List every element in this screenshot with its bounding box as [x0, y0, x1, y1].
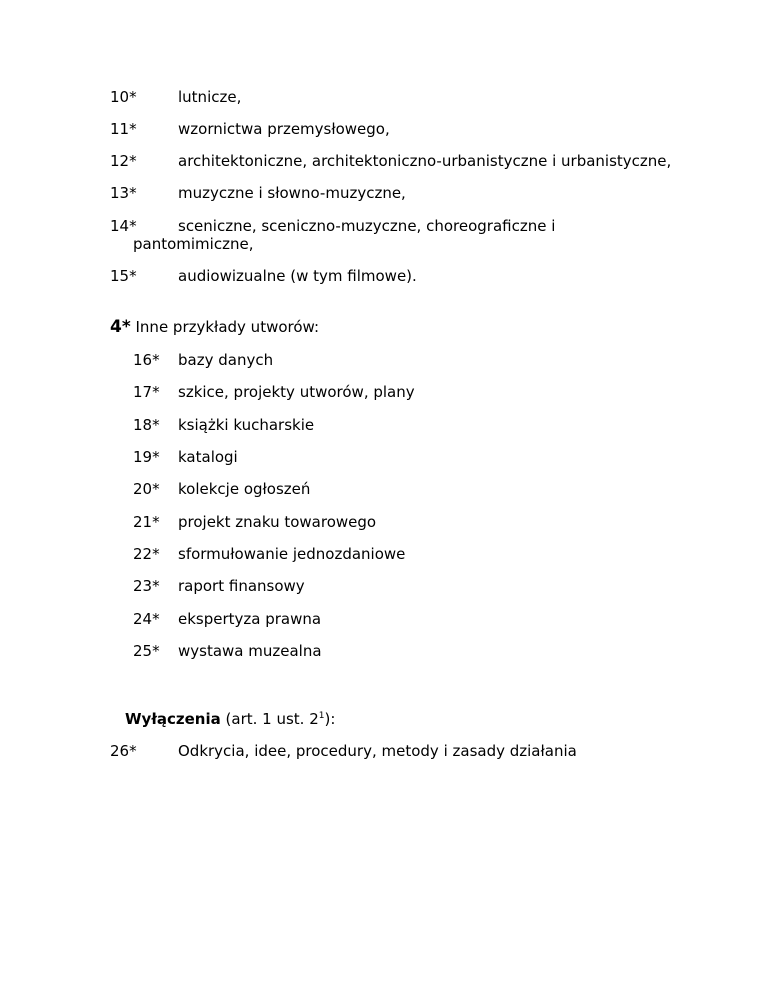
item-text: architektoniczne, architektoniczno-urbanistyczne i urbanistyczne,: [178, 152, 672, 170]
list-item-18: [0, 415, 760, 435]
section-title: Inne przykłady utworów:: [135, 318, 320, 336]
item-number: 16*: [133, 351, 160, 369]
item-number: 15*: [110, 267, 137, 285]
item-text: kolekcje ogłoszeń: [178, 480, 311, 498]
item-number: 21*: [133, 513, 160, 531]
item-text-continuation: pantomimiczne,: [133, 235, 254, 253]
item-number: 20*: [133, 480, 160, 498]
item-text: projekt znaku towarowego: [178, 513, 377, 531]
exclusions-heading: [0, 709, 760, 729]
item-number: 19*: [133, 448, 160, 466]
item-number: 13*: [110, 184, 137, 202]
list-item-20: [0, 479, 760, 499]
item-text: lutnicze,: [178, 88, 242, 106]
item-text: bazy danych: [178, 351, 274, 369]
list-item-25: [0, 641, 760, 661]
exclusions-text: [125, 709, 335, 729]
exclusions-ref-end: ):: [324, 710, 336, 728]
exclusions-ref-superscript: 1: [318, 711, 325, 721]
list-item-11: [0, 119, 760, 139]
item-text: wystawa muzealna: [178, 642, 322, 660]
item-text: sformułowanie jednozdaniowe: [178, 545, 406, 563]
list-item-14: [0, 216, 760, 253]
exclusions-ref: (art. 1 ust. 2: [225, 710, 319, 728]
list-item-17: [0, 382, 760, 402]
list-item-13: [0, 183, 760, 203]
list-item-26: [0, 741, 760, 761]
item-number: 24*: [133, 610, 160, 628]
section-4-heading: [0, 317, 760, 337]
item-number: 10*: [110, 88, 137, 106]
item-text: szkice, projekty utworów, plany: [178, 383, 415, 401]
item-number: 11*: [110, 120, 137, 138]
item-number: 25*: [133, 642, 160, 660]
item-text: Odkrycia, idee, procedury, metody i zasady działania: [178, 742, 577, 760]
list-item-19: [0, 447, 760, 467]
item-number: 18*: [133, 416, 160, 434]
item-number: 12*: [110, 152, 137, 170]
item-text: książki kucharskie: [178, 416, 315, 434]
item-text: muzyczne i słowno-muzyczne,: [178, 184, 406, 202]
list-item-15: [0, 266, 760, 286]
list-item-24: [0, 609, 760, 629]
section-number: 4*: [110, 317, 131, 337]
item-number: 23*: [133, 577, 160, 595]
list-item-22: [0, 544, 760, 564]
list-item-10: [0, 87, 760, 107]
list-item-23: [0, 576, 760, 596]
item-text: audiowizualne (w tym filmowe).: [178, 267, 417, 285]
item-text: ekspertyza prawna: [178, 610, 322, 628]
list-item-21: [0, 512, 760, 532]
section-heading: [110, 317, 319, 337]
exclusions-title: Wyłączenia: [125, 710, 221, 728]
list-item-12: [0, 151, 760, 171]
item-text: katalogi: [178, 448, 238, 466]
item-number: 17*: [133, 383, 160, 401]
item-text: sceniczne, sceniczno-muzyczne, choreograficzne i: [178, 217, 556, 235]
item-number: 14*: [110, 217, 137, 235]
list-item-16: [0, 350, 760, 370]
item-text: wzornictwa przemysłowego,: [178, 120, 390, 138]
item-text: raport finansowy: [178, 577, 305, 595]
item-number: 26*: [110, 742, 137, 760]
item-number: 22*: [133, 545, 160, 563]
